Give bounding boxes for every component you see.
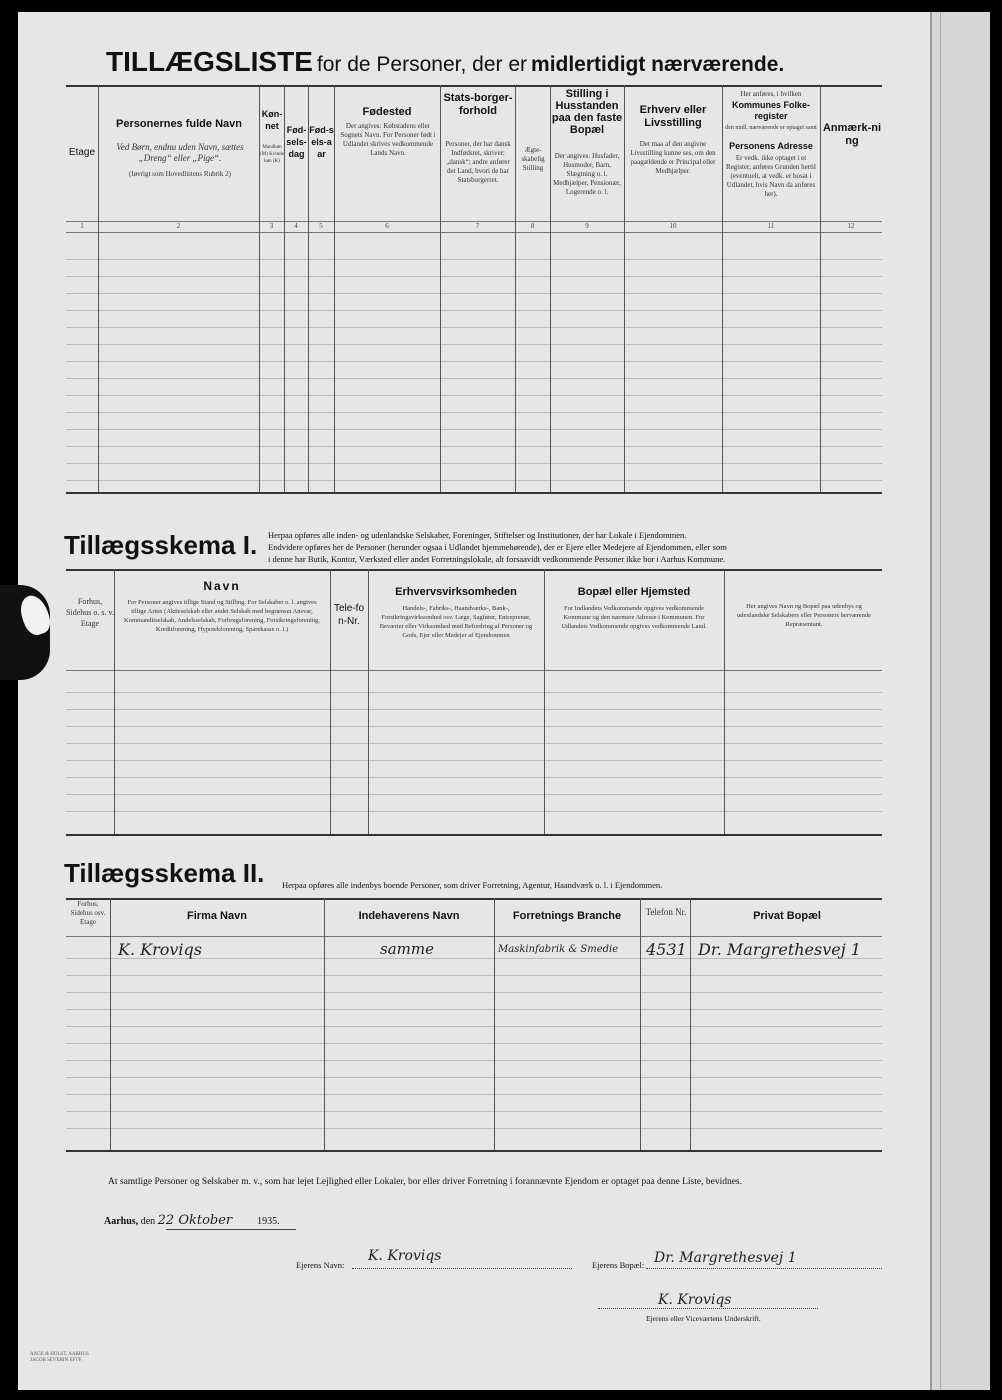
col-erhverv: Erhverv eller Livsstilling: [639, 104, 707, 129]
col-navn-note: Ved Børn, endnu uden Navn, sættes „Dreng“ eller „Pige“.: [116, 142, 244, 163]
certify-text: At samtlige Personer og Selskaber m. v., som har lejet Lejlighed eller Lokaler, bor eller driver Forretning i forannævnte Ejendom er optaget paa denne Liste, bevidnes.: [108, 1177, 742, 1187]
skema1-desc-2: Endvidere opføres her de Personer (herunder ogsaa i Udlandet hjemmehørende), der er Ejere eller Medejere af Ejendommen, eller som: [268, 542, 727, 552]
skema1-col-rep: Her angives Navn og Bopæl paa udenbys og udenlandske Selskabers eller Personers herværende Repræsentant.: [737, 603, 871, 628]
owner-address-handwritten: Dr. Margrethesvej 1: [654, 1250, 797, 1266]
col-navn-note2: (Iøvrigt som Hovedlistens Rubrik 2): [129, 170, 231, 178]
col-statsborger-note: Personer, der har dansk Indfødsret, skriver: „dansk“; andre anfører det Land, hvori de har Statsborgerret.: [445, 140, 511, 184]
col-foedested-note: Der angives: Købstadens eller Sognets Navn. For Personer født i Udlandet skrives vedkommende Lands Navn.: [340, 122, 436, 157]
owner-name-label: Ejerens Navn:: [296, 1260, 345, 1270]
skema1-col-navn-note: For Personer angives tillige Stand og Stilling. For Selskaber o. l. angives tillige Arten (Aktieselskab eller andet Selskab med begrænset Ansvar, Kommanditselskab, Andelsselskab, Forbrugsforening, Forsikringsforening, Kreditforening, Hypotekforening, Sparekasse o. l.): [124, 599, 320, 633]
skema2-title: Tillægsskema II.: [64, 858, 265, 888]
col-koen-note: Mandkøn (M) Kvindekøn (K): [260, 145, 284, 164]
row-indehaver: samme: [380, 940, 434, 958]
row-firma: K. Kroviqs: [118, 940, 202, 959]
col-num-3: 3: [269, 222, 274, 230]
year-label: 1935.: [257, 1216, 280, 1227]
col-register-adresse: Personens Adresse: [729, 141, 813, 151]
adjacent-page: [930, 12, 990, 1390]
col-koen: Køn-net: [261, 109, 283, 131]
col-register-note: Er vedk. ikke optaget i et Register, anføres Grunden hertil (eventuelt, at vedk. er bosat i Udlandet, hvis Navn da anføres her).: [726, 154, 816, 198]
title-rest1: for de Personer, der er: [316, 53, 528, 76]
printer-imprint: AAGE & HOLST, AARHUS JACOB SEVERIN EFTF.: [30, 1352, 89, 1363]
skema2-col-bopael: Privat Bopæl: [753, 910, 821, 922]
col-num-1: 1: [80, 222, 84, 230]
col-num-8: 8: [530, 222, 535, 230]
skema1-col-tlf: Tele-fon-Nr.: [333, 603, 364, 627]
date-line: [104, 1213, 280, 1228]
col-num-10: 10: [669, 222, 677, 230]
skema1-title: Tillægsskema I.: [64, 530, 258, 560]
col-foedselsdag: Fød-sels-dag: [286, 125, 307, 159]
col-num-6: 6: [385, 222, 389, 230]
skema1-col-navn: Navn: [203, 579, 241, 593]
date-handwritten: 22 Oktober: [157, 1213, 233, 1228]
col-register-pre: Her anføres, i hvilken: [740, 90, 802, 98]
col-register-mid: den midl. nærværende er optaget samt: [725, 125, 817, 131]
skema1-desc-3: i denne har Butik, Kontor, Værksted eller andet Forretningslokale, alt forsaavidt vedkommende Personer ikke bor i Aarhus Kommune.: [268, 554, 726, 564]
col-statsborger: Stats-borger-forhold: [443, 92, 513, 117]
row-branche: Maskinfabrik & Smedie: [498, 944, 619, 955]
skema1-desc-1: Herpaa opføres alle inden- og udenlandske Selskaber, Foreninger, Stiftelser og Institutioner, der har Lokale i Ejendommen.: [268, 530, 687, 540]
owner-name-handwritten: K. Kroviqs: [368, 1248, 442, 1264]
skema2-desc: Herpaa opføres alle indenbys boende Personer, som driver Forretning, Agentur, Haandværk o. l. i Ejendommen.: [282, 880, 663, 890]
skema2-col-indehaver: Indehaverens Navn: [358, 910, 460, 922]
skema1-col-bopael: Bopæl eller Hjemsted: [577, 586, 691, 598]
title-rest2: midlertidigt nærværende.: [531, 53, 785, 76]
col-num-2: 2: [176, 222, 181, 230]
skema1-col-erhverv-note: Handels-, Fabriks-, Haandværks-, Bank-, Forsikringsvirksomhed osv. Læge, Sagfører, Entreprenør, Beværter eller Virksomhed med Befordring af Personer og Gods, Ejer eller Medejer af Ejendommen: [379, 605, 533, 639]
col-aegteskab: Ægte-skabelig Stilling: [521, 146, 545, 172]
skema1-col-etage: Forhus, Sidehus o. s. v. Etage: [66, 597, 114, 628]
col-stilling: Stilling i Husstanden paa den faste Bopæl: [551, 88, 623, 136]
skema2-col-firma: Firma Navn: [187, 910, 247, 922]
page-title: [106, 46, 784, 78]
skema2-col-branche: Forretnings Branche: [512, 910, 622, 922]
skema2-col-etage: Forhus, Sidehus osv. Etage: [70, 900, 106, 926]
col-register: Kommunes Folke-register: [731, 100, 810, 121]
signature-handwritten: K. Kroviqs: [658, 1292, 732, 1308]
col-anmaerkning: Anmærk-ning: [822, 122, 882, 147]
signature-label: Ejerens eller Viceværtens Underskrift.: [646, 1314, 761, 1323]
title-main: TILLÆGSLISTE: [106, 46, 313, 77]
city-label: Aarhus,: [104, 1216, 139, 1227]
skema1-col-bopael-note: For Indlandets Vedkommende opgives vedkommende Kommune og den nærmere Adresse i Kommunen. For Udlandets Vedkommende opgives vedkommende Land.: [561, 605, 707, 630]
col-num-9: 9: [585, 222, 589, 230]
col-stilling-note: Der angives: Husfader, Husmoder, Barn, Slægtning o. l. Medhjælper, Pensionær, Logerende o. l.: [553, 152, 621, 196]
col-num-7: 7: [475, 222, 480, 230]
col-num-5: 5: [319, 222, 323, 230]
form-page: [18, 12, 930, 1390]
col-navn: Personernes fulde Navn: [116, 118, 242, 130]
col-etage: Etage: [68, 147, 96, 158]
owner-address-label: Ejerens Bopæl:: [592, 1260, 645, 1270]
col-num-11: 11: [767, 222, 775, 230]
col-foedselsaar: Fød-sels-aar: [309, 125, 334, 159]
col-erhverv-note: Det maa af den angivne Livsstilling kunne ses, om den paagældende er Principal eller Medhjælper.: [630, 140, 716, 175]
row-bopael: Dr. Margrethesvej 1: [698, 940, 861, 959]
col-num-12: 12: [847, 222, 855, 230]
skema1-col-erhverv: Erhvervsvirksomheden: [395, 586, 517, 598]
row-tlf: 4531: [646, 940, 687, 959]
col-foedested: Fødested: [362, 106, 412, 118]
skema2-col-tlf: Telefon Nr.: [645, 907, 687, 917]
col-num-4: 4: [294, 222, 298, 230]
den-label: den: [140, 1216, 156, 1227]
